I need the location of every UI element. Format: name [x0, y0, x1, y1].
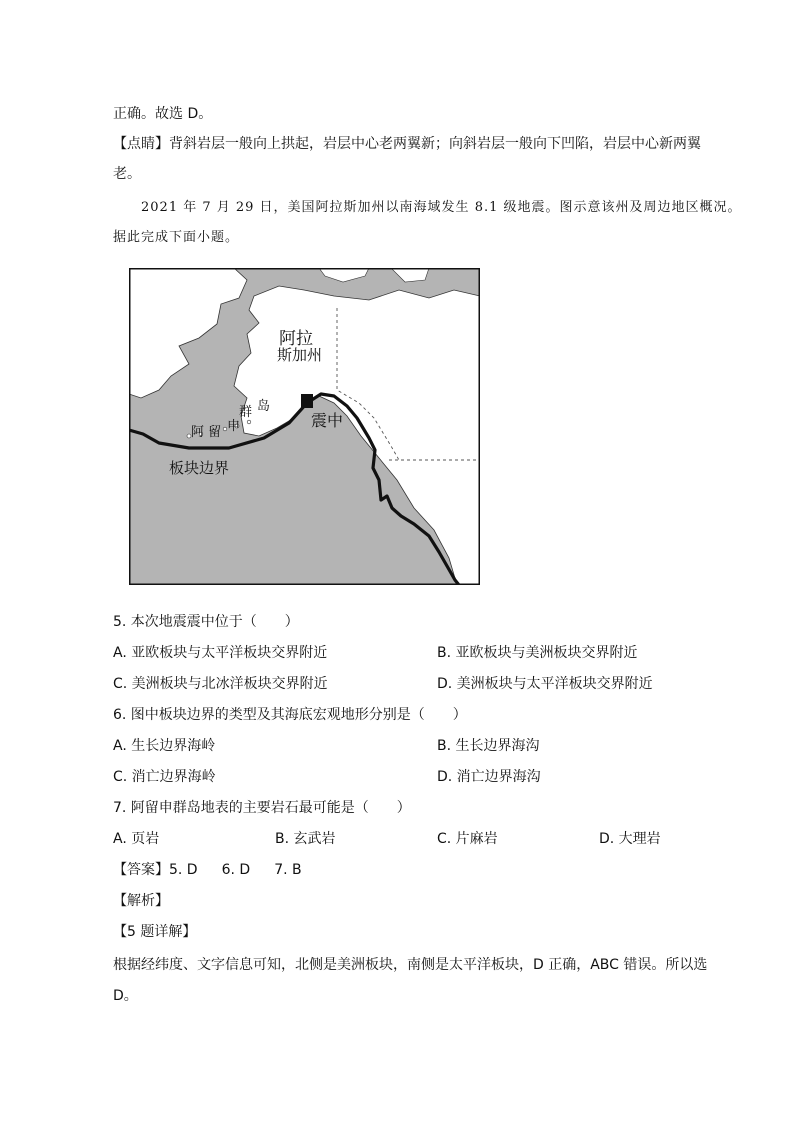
tip-text: 背斜岩层一般向上拱起，岩层中心老两翼新；向斜岩层一般向下凹陷，岩层中心新两翼	[169, 136, 701, 152]
analysis-text-1: 根据经纬度、文字信息可知，北侧是美洲板块，南侧是太平洋板块，D 正确，ABC 错误。所以选	[113, 957, 708, 973]
analysis-label: 【解析】	[113, 893, 169, 909]
tip-paragraph	[113, 134, 701, 154]
epicenter-marker	[301, 394, 313, 408]
answer-7: 7. B	[274, 862, 302, 878]
question-7-option-a: A. 页岩	[113, 831, 160, 847]
alaska-map	[129, 268, 480, 585]
question-5-option-d: D. 美洲板块与太平洋板块交界附近	[437, 676, 653, 692]
label-aleutian-4: 岛	[257, 399, 271, 414]
intro-line: 正确。故选 D。	[113, 106, 213, 122]
question-6-option-a: A. 生长边界海岭	[113, 738, 216, 754]
question-5-option-c: C. 美洲板块与北冰洋板块交界附近	[113, 676, 328, 692]
label-epicenter: 震中	[311, 411, 344, 430]
question-6-stem: 6. 图中板块边界的类型及其海底宏观地形分别是（ ）	[113, 707, 467, 723]
question-6-option-d: D. 消亡边界海沟	[437, 769, 541, 785]
question-7-option-c: C. 片麻岩	[437, 831, 498, 847]
answer-label: 【答案】	[113, 862, 169, 878]
label-aleutian-1: 阿 留	[191, 425, 222, 440]
question-5-stem: 5. 本次地震震中位于（ ）	[113, 614, 299, 630]
label-alaska-1: 阿拉	[279, 329, 313, 349]
question-5-option-b: B. 亚欧板块与美洲板块交界附近	[437, 645, 638, 661]
question-stem-line1: 2021 年 7 月 29 日，美国阿拉斯加州以南海域发生 8.1 级地震。图示意该州及周边地区概况。	[141, 200, 742, 215]
question-6-option-b: B. 生长边界海沟	[437, 738, 540, 754]
question-7-option-d: D. 大理岩	[599, 831, 661, 847]
tip-label: 【点睛】	[113, 136, 169, 152]
label-plate-boundary: 板块边界	[169, 459, 230, 477]
question-7-option-b: B. 玄武岩	[275, 831, 336, 847]
label-alaska-2: 斯加州	[277, 346, 323, 364]
analysis-text-2: D。	[113, 988, 138, 1004]
label-aleutian-2: 申	[227, 419, 241, 434]
question-stem-line2: 据此完成下面小题。	[113, 230, 240, 245]
answer-line	[113, 860, 302, 880]
question-7-stem: 7. 阿留申群岛地表的主要岩石最可能是（ ）	[113, 800, 411, 816]
answer-6: 6. D	[221, 862, 251, 878]
question-5-option-a: A. 亚欧板块与太平洋板块交界附近	[113, 645, 328, 661]
question-6-option-c: C. 消亡边界海岭	[113, 769, 216, 785]
answer-5: 5. D	[169, 862, 198, 878]
alaska-map-svg	[129, 268, 480, 585]
analysis-sub-label: 【5 题详解】	[113, 924, 197, 940]
label-aleutian-3: 群	[239, 405, 253, 420]
tip-text-continued: 老。	[113, 166, 141, 182]
